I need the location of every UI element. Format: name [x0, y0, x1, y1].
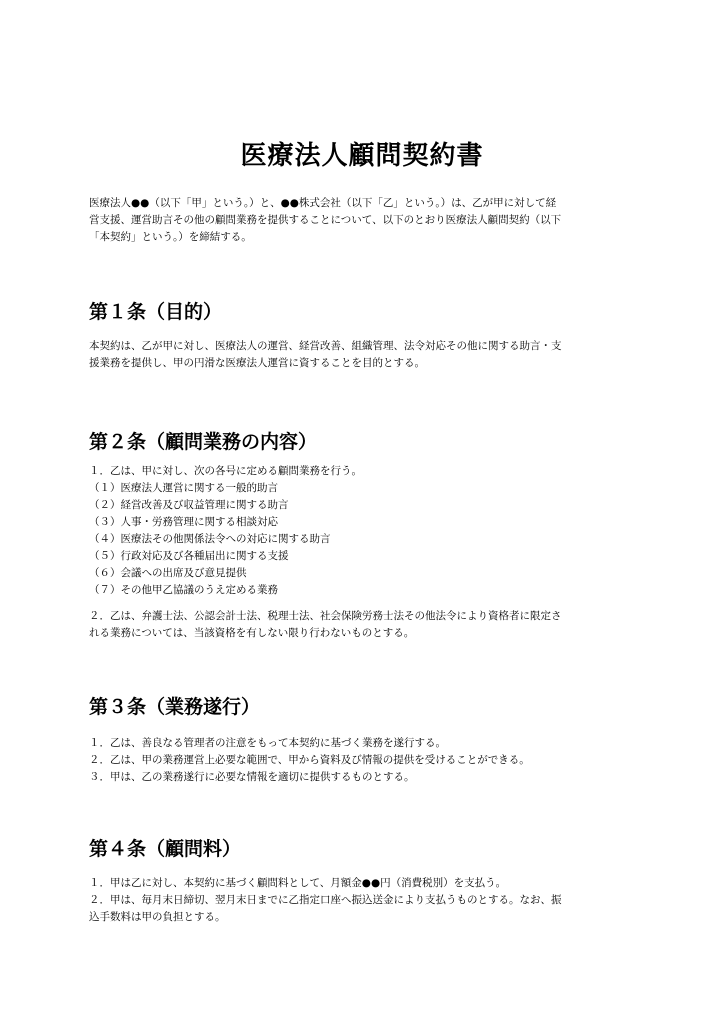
article-1-line: 援業務を提供し、甲の円滑な医療法人運営に資することを目的とする。: [89, 357, 425, 369]
preamble-line: 「本契約」という。）を締結する。: [89, 231, 252, 243]
article-4-line: １．甲は乙に対し、本契約に基づく顧問料として、月額金●●円（消費税別）を支払う。: [89, 877, 507, 889]
article-2-clause-1: [89, 463, 649, 599]
article-2-item: （６）会議への出席及び意見提供: [89, 567, 247, 579]
article-2-line: ２．乙は、弁護士法、公認会計士法、税理士法、社会保険労務士法その他法令により資格者に限定さ: [89, 610, 562, 622]
article-4-line: ２．甲は、毎月末日締切、翌月末日までに乙指定口座へ振込送金により支払うものとする。なお、振: [89, 894, 562, 906]
article-2-line: １．乙は、甲に対し、次の各号に定める顧問業務を行う。: [89, 465, 362, 477]
preamble-line: 医療法人●●（以下「甲」という。）と、●●株式会社（以下「乙」という。）は、乙が甲に対して経: [89, 197, 557, 209]
article-2-item: （７）その他甲乙協議のうえ定める業務: [89, 584, 278, 596]
article-4-paragraph: [89, 875, 649, 926]
article-2-item: （２）経営改善及び収益管理に関する助言: [89, 499, 289, 511]
article-1-line: 本契約は、乙が甲に対し、医療法人の運営、経営改善、組織管理、法令対応その他に関する助言・支: [89, 340, 562, 352]
article-2-clause-2: [89, 608, 649, 642]
article-3-line: ２．乙は、甲の業務運営上必要な範囲で、甲から資料及び情報の提供を受けることができる。: [89, 754, 530, 766]
document-title: 医療法人顧問契約書: [240, 141, 484, 172]
article-4-heading: 第４条（顧問料）: [89, 838, 242, 860]
preamble-paragraph: [89, 195, 649, 246]
article-2-heading: 第２条（顧問業務の内容）: [89, 431, 318, 453]
article-3-heading: 第３条（業務遂行）: [89, 696, 261, 718]
article-2-item: （４）医療法その他関係法令への対応に関する助言: [89, 533, 331, 545]
article-3-line: ３．甲は、乙の業務遂行に必要な情報を適切に提供するものとする。: [89, 771, 415, 783]
article-1-heading: 第１条（目的）: [89, 301, 223, 323]
article-2-item: （１）医療法人運営に関する一般的助言: [89, 482, 278, 494]
article-2-item: （３）人事・労務管理に関する相談対応: [89, 516, 278, 528]
article-2-item: （５）行政対応及び各種届出に関する支援: [89, 550, 289, 562]
article-3-line: １．乙は、善良なる管理者の注意をもって本契約に基づく業務を遂行する。: [89, 737, 446, 749]
article-4-line: 込手数料は甲の負担とする。: [89, 911, 226, 923]
article-2-line: れる業務については、当該資格を有しない限り行わないものとする。: [89, 627, 415, 639]
article-1-paragraph: [89, 338, 649, 372]
article-3-paragraph: [89, 735, 649, 786]
preamble-line: 営支援、運営助言その他の顧問業務を提供することについて、以下のとおり医療法人顧問契約（以下: [89, 214, 562, 226]
